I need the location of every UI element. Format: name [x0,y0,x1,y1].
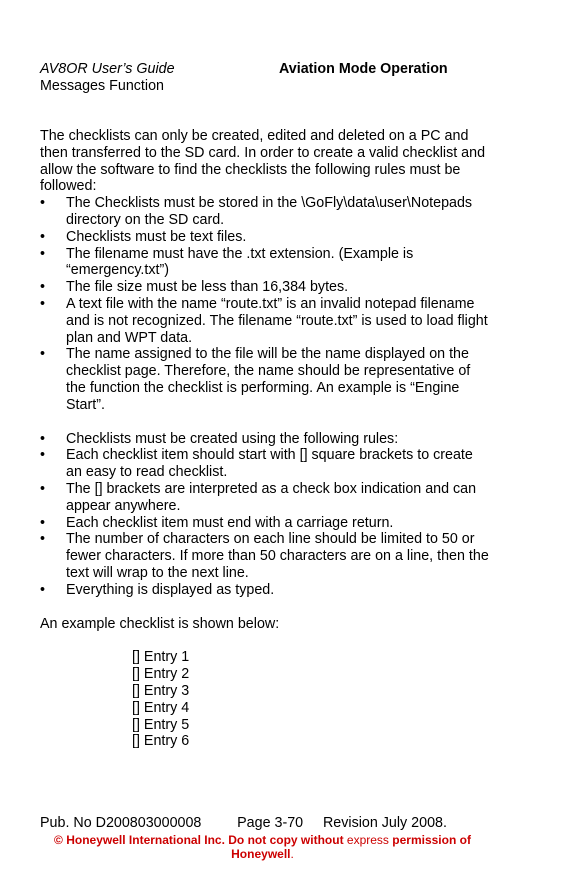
bullet-icon: • [40,581,46,598]
bullet-icon: • [40,295,46,312]
creation-rules-list [40,431,490,599]
checklist-entry: [] Entry 3 [132,682,190,699]
bullet-icon: • [40,195,46,212]
publication-line [40,815,500,832]
publication-number: Pub. No D200803000008 [40,815,202,831]
list-item-text: The filename must have the .txt extension. (Example is “emergency.txt”) [66,245,414,279]
bullet-icon: • [40,245,46,262]
list-item-text: Checklists must be text files. [66,228,247,245]
list-item-text: Checklists must be created using the following rules: [66,430,399,447]
list-item [40,481,490,515]
list-item [40,229,490,246]
sub-title: Messages Function [40,78,164,94]
list-item [40,346,490,413]
list-item-text: The Checklists must be stored in the \GoFly\data\user\Notepads directory on the SD card. [66,195,473,228]
intro-paragraph: The checklists can only be created, edited and deleted on a PC and then transferred to the SD card. In order to create a valid checklist and allow the software to find the checklists the following rules must be followed: [40,128,486,195]
checklist-entry: [] Entry 2 [132,666,190,683]
guide-title: AV8OR User’s Guide [40,61,175,77]
copyright-text: . [290,846,294,861]
list-item-text: The number of characters on each line should be limited to 50 or fewer characters. If more than 50 characters are on a line, then the text will wrap to the next line. [66,531,489,581]
list-item-text: A text file with the name “route.txt” is an invalid notepad filename and is not recognized. The filename “route.txt” is used to load flight plan and WPT data. [66,295,488,346]
document-body [40,128,490,750]
example-intro: An example checklist is shown below: [40,615,280,632]
list-item-text: The name assigned to the file will be the name displayed on the checklist page. Therefore, the name should be representative of the function the checklist is performing. An example is “Engine Start”. [66,346,471,413]
bullet-icon: • [40,514,46,531]
list-item [40,431,490,448]
copyright-notice [40,833,485,861]
page-footer [40,815,500,861]
list-item-text: Everything is displayed as typed. [66,581,275,598]
list-item [40,246,490,280]
bullet-icon: • [40,346,46,363]
bullet-icon: • [40,531,46,548]
list-item-text: The file size must be less than 16,384 bytes. [66,279,349,296]
bullet-icon: • [40,480,46,497]
header-row [40,61,520,78]
list-item [40,447,490,481]
bullet-icon: • [40,447,46,464]
list-item [40,582,490,599]
checklist-entry: [] Entry 1 [132,649,190,666]
copyright-text: © Honeywell International Inc. Do not copy without [54,832,347,847]
list-item [40,515,490,532]
example-checklist [132,649,490,750]
checklist-entry: [] Entry 4 [132,699,190,716]
file-rules-list [40,195,490,413]
page-header [40,61,520,95]
checklist-entry: [] Entry 5 [132,716,190,733]
list-item [40,296,490,346]
revision-date: Revision July 2008. [322,815,447,831]
copyright-text: permission of Honeywell [231,832,471,861]
list-item-text: Each checklist item must end with a carriage return. [66,514,394,531]
spacer [40,414,490,431]
list-item [40,195,490,229]
copyright-text: express [346,832,389,847]
bullet-icon: • [40,228,46,245]
list-item-text: The [] brackets are interpreted as a check box indication and can appear anywhere. [66,480,477,514]
page-number: Page 3-70 [237,815,304,831]
section-title: Aviation Mode Operation [279,61,448,77]
list-item [40,279,490,296]
bullet-icon: • [40,279,46,296]
list-item [40,531,490,581]
list-item-text: Each checklist item should start with [] square brackets to create an easy to read checklist. [66,447,473,481]
checklist-entry: [] Entry 6 [132,733,190,750]
bullet-icon: • [40,430,46,447]
